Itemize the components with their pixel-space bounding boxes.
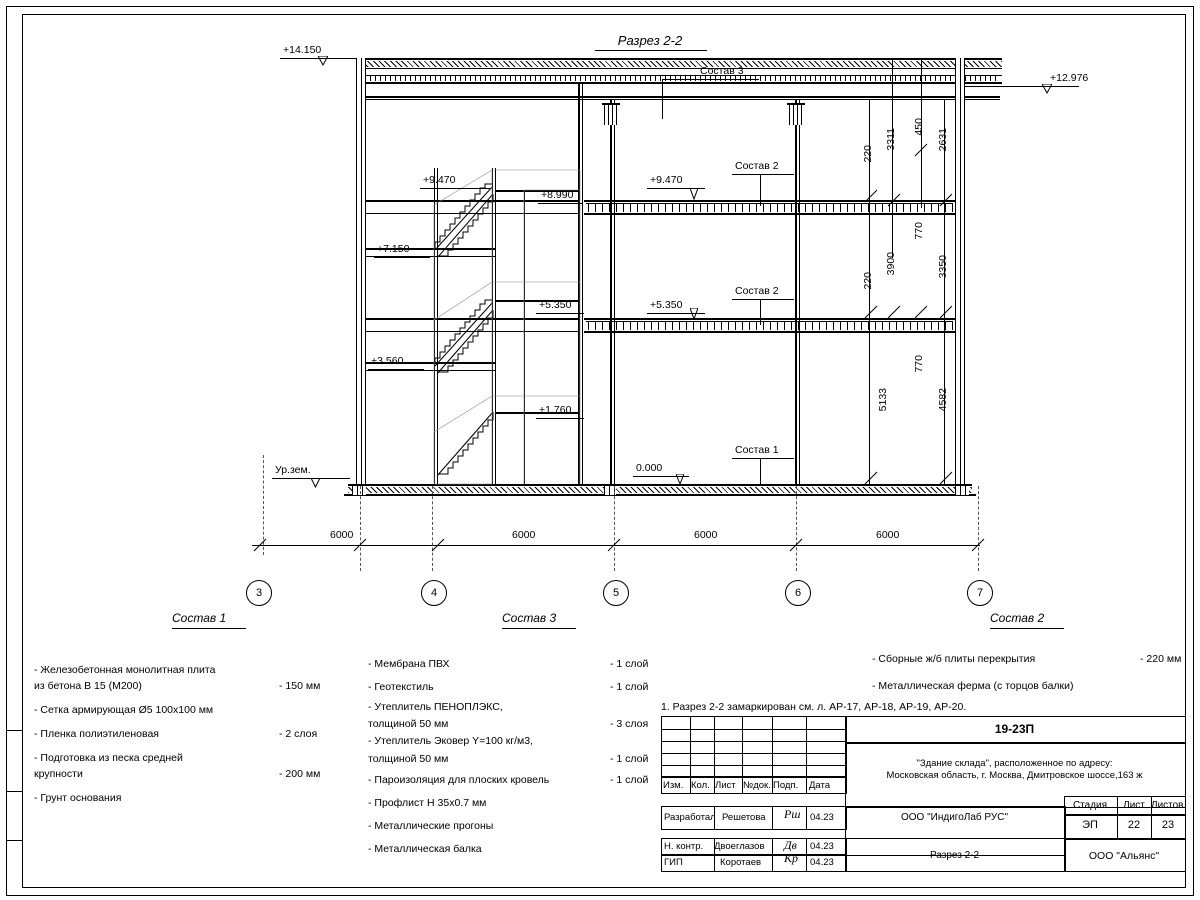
vdim-770-a: 770: [913, 222, 925, 240]
callout-2a-leader: [760, 174, 761, 206]
level-leader-1760: [536, 418, 584, 419]
drawing-title: Разрез 2-2: [617, 33, 683, 48]
sheet-name: Разрез 2-2: [929, 850, 980, 861]
callout-1-underline: [732, 458, 794, 459]
column-axis-5b: [614, 99, 615, 484]
role-1: Н. контр.: [664, 841, 704, 852]
level-mark-zero: 0.000: [636, 462, 663, 474]
sostav-1-list: [34, 662, 344, 806]
sheet-left-stub-1: [6, 730, 22, 792]
level-mark-9470: +9.470: [423, 174, 456, 186]
org-name: ООО "Альянс": [1088, 850, 1160, 862]
sostav3-row-7-text: - Профлист Н 35х0.7 мм: [368, 797, 487, 809]
sostav3-row-3-qty: - 3 слоя: [610, 718, 649, 730]
sostav3-row-5-text: толщиной 50 мм: [368, 753, 449, 765]
level-arrow-mid-5350: [690, 308, 698, 320]
vdim-770-b: 770: [913, 355, 925, 373]
column-axis-5: [610, 99, 612, 484]
sostav3-row-0-qty: - 1 слой: [610, 658, 649, 670]
stage-header-listov: Листов: [1151, 800, 1184, 811]
level-mark-14150: +14.150: [283, 44, 322, 56]
object-line-2: Московская область, г. Москва, Дмитровское шоссе,163 ж: [886, 770, 1143, 781]
axis-bubble-7: 7: [967, 580, 993, 606]
level-mark-5350: +5.350: [539, 299, 572, 311]
sostav3-row-1-qty: - 1 слой: [610, 681, 649, 693]
callout-2b-underline: [732, 299, 794, 300]
ground-level-label: Ур.зем.: [275, 464, 311, 476]
sostav3-row-4-text: - Утеплитель Эковер Y=100 кг/м3,: [368, 735, 534, 747]
level-mark-1760: +1.760: [539, 404, 572, 416]
callout-sostav-2a: Состав 2: [735, 160, 779, 172]
col-list: Лист: [715, 780, 736, 791]
sostav1-row-2-text: - Сетка армирующая Ø5 100х100 мм: [34, 704, 214, 716]
sostav-2-title: Состав 2: [990, 611, 1045, 625]
level-leader-8990: [538, 203, 583, 204]
vdim-220-a: 220: [862, 145, 874, 163]
right-wall-outer-edge: [964, 58, 965, 486]
level-arrow-zero: [676, 474, 684, 485]
revision-grid: [661, 716, 847, 778]
sostav1-row-4-text: - Подготовка из песка средней: [34, 752, 183, 764]
general-note: 1. Разрез 2-2 замаркирован см. л. АР-17, АР-18, АР-19, АР-20.: [661, 701, 967, 713]
sostav-2-list: [872, 646, 1182, 700]
col-ndok: №док.: [743, 780, 771, 791]
signature-0: Рш: [784, 807, 801, 821]
sostav-3-title-underline: [502, 628, 576, 629]
axis-tick-7: [978, 486, 979, 571]
sheet-left-stub-2: [6, 790, 22, 841]
sostav1-row-1-text: из бетона В 15 (М200): [34, 680, 142, 692]
level-leader-9470: [420, 188, 490, 189]
date-1: 04.23: [810, 841, 834, 852]
vdim-3900: 3900: [885, 252, 897, 276]
sostav3-row-0-text: - Мембрана ПВХ: [368, 658, 450, 670]
sostav1-row-6-text: - Грунт основания: [34, 792, 122, 804]
callout-3-underline: [697, 79, 759, 80]
callout-sostav-1: Состав 1: [735, 444, 779, 456]
column-axis-6: [795, 99, 797, 484]
sostav3-row-1-text: - Геотекстиль: [368, 681, 434, 693]
col-izm: Изм.: [663, 780, 684, 791]
sostav1-row-5-text: крупности: [34, 768, 83, 780]
col-data: Дата: [809, 780, 831, 791]
sostav-1-title: Состав 1: [172, 611, 227, 625]
floor-slab-bottom: [344, 494, 976, 496]
vdim-5133: 5133: [877, 388, 889, 412]
dim-slashes: [250, 537, 985, 555]
name-2: Коротаев: [720, 857, 762, 868]
vdim-3350: 3350: [937, 255, 949, 279]
sostav3-row-6-qty: - 1 слой: [610, 774, 649, 786]
sostav1-row-5-qty: - 200 мм: [279, 768, 321, 780]
date-2: 04.23: [810, 857, 834, 868]
sostav3-row-5-qty: - 1 слой: [610, 753, 649, 765]
level-mark-12976: +12.976: [1050, 72, 1089, 84]
col-kol: Кол.: [691, 780, 710, 791]
col-podp: Подп.: [773, 780, 799, 791]
level-arrow-mid-9470: [690, 188, 698, 200]
sostav-3-list: [368, 653, 658, 861]
axis-tick-3: [360, 486, 361, 571]
level-leader-12976: [964, 86, 1079, 87]
sostav3-row-3-text: толщиной 50 мм: [368, 718, 449, 730]
column-6-head: [789, 105, 803, 125]
stage-value-listov: 23: [1161, 819, 1175, 831]
sostav3-row-9-text: - Металлическая балка: [368, 843, 482, 855]
stage-value-list: 22: [1127, 819, 1141, 831]
role-0: Разработал: [664, 812, 716, 823]
signature-2: Кр: [784, 851, 798, 865]
stair-guide-lines: [356, 160, 596, 490]
level-arrow-14150: [318, 56, 328, 66]
span-dim-1: 6000: [330, 529, 354, 541]
sostav3-row-8-text: - Металлические прогоны: [368, 820, 494, 832]
stage-header-list: Лист: [1123, 800, 1145, 811]
sostav1-row-3-text: - Пленка полиэтиленовая: [34, 728, 159, 740]
sostav1-row-3-qty: - 2 слоя: [279, 728, 318, 740]
level-arrow-12976: [1042, 84, 1052, 94]
ground-level-arrow: [311, 478, 320, 488]
sostav2-row-0-text: - Сборные ж/б плиты перекрытия: [872, 653, 1036, 665]
sostav1-row-1-qty: - 150 мм: [279, 680, 321, 692]
level-mark-mid-5350: +5.350: [650, 299, 683, 311]
axis-bubble-5: 5: [603, 580, 629, 606]
date-0: 04.23: [810, 812, 834, 823]
signature-1: Дв: [784, 838, 797, 852]
sostav-2-title-underline: [990, 628, 1064, 629]
title-underline: [595, 50, 707, 51]
stage-value-stadia: ЭП: [1082, 819, 1098, 831]
level-leader-7150: [374, 257, 430, 258]
level-mark-8990: +8.990: [541, 189, 574, 201]
axis-bubble-4: 4: [421, 580, 447, 606]
sostav-3-title: Состав 3: [502, 611, 557, 625]
vdim-ticks: [860, 56, 960, 488]
callout-sostav-3: Состав 3: [700, 65, 744, 77]
callout-2a-underline: [732, 174, 794, 175]
axis-tick-6: [796, 486, 797, 571]
sostav3-row-2-text: - Утеплитель ПЕНОПЛЭКС,: [368, 701, 503, 713]
span-dim-4: 6000: [876, 529, 900, 541]
span-dim-3: 6000: [694, 529, 718, 541]
sostav2-row-0-qty: - 220 мм: [1140, 653, 1182, 665]
sostav1-row-0-text: - Железобетонная монолитная плита: [34, 664, 216, 676]
sostav3-row-6-text: - Пароизоляция для плоских кровель: [368, 774, 550, 786]
vdim-4582: 4582: [937, 388, 949, 412]
sostav2-row-1-text: - Металлическая ферма (с торцов балки): [872, 680, 1074, 692]
column-5-head: [604, 105, 618, 125]
level-leader-3560: [368, 369, 424, 370]
vdim-220-b: 220: [862, 272, 874, 290]
company-name: ООО "ИндигоЛаб РУС": [901, 812, 1008, 823]
level-leader-5350: [536, 313, 584, 314]
level-mark-mid-9470: +9.470: [650, 174, 683, 186]
axis-tick-5: [614, 486, 615, 571]
column-axis-6b: [799, 99, 800, 484]
level-mark-7150: +7.150: [377, 243, 410, 255]
name-1: Двоеглазов: [714, 841, 765, 852]
callout-3-leader: [662, 79, 663, 119]
callout-1-leader: [760, 458, 761, 486]
axis-bubble-3: 3: [246, 580, 272, 606]
span-dim-2: 6000: [512, 529, 536, 541]
name-0: Решетова: [722, 812, 766, 823]
object-line-1: "Здание склада", расположенное по адресу:: [916, 758, 1113, 769]
level-mark-3560: +3.560: [371, 355, 404, 367]
role-2: ГИП: [664, 857, 683, 868]
vdim-2631: 2631: [937, 128, 949, 152]
callout-sostav-2b: Состав 2: [735, 285, 779, 297]
vdim-3311: 3311: [885, 128, 897, 151]
axis-tick-4: [432, 486, 433, 571]
callout-2b-leader: [760, 299, 761, 325]
callout-3-leader-h: [662, 79, 697, 80]
axis-bubble-6: 6: [785, 580, 811, 606]
stage-header-stadia: Стадия: [1072, 800, 1108, 811]
project-code: 19-23П: [994, 722, 1035, 736]
sostav-1-title-underline: [172, 628, 246, 629]
vdim-450: 450: [913, 118, 925, 136]
